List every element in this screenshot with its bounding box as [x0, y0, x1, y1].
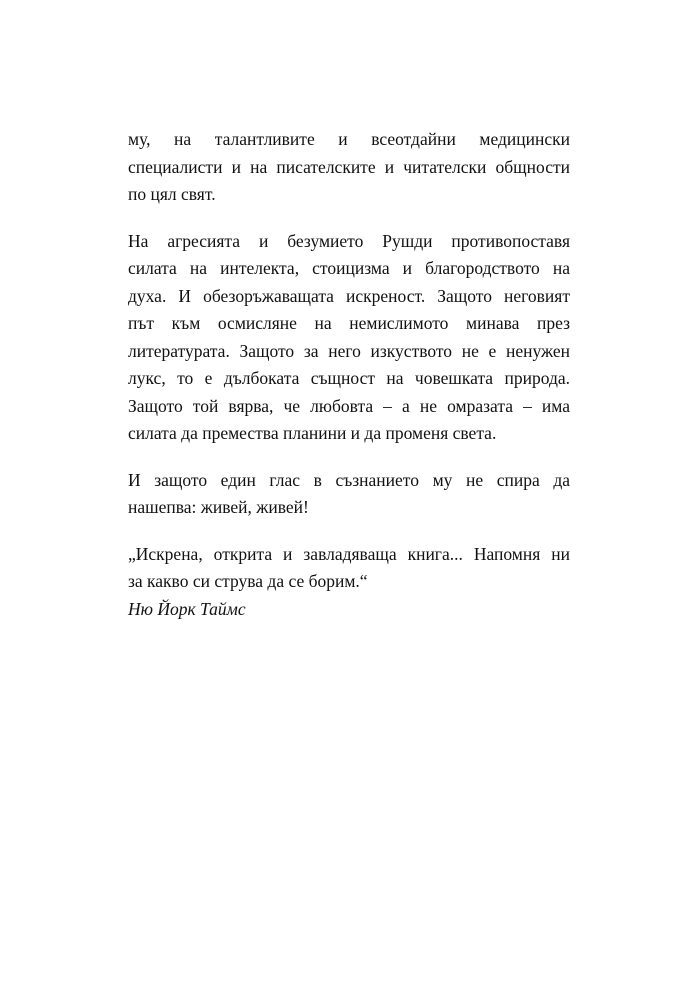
- text-line: духа. И обезоръжаващата искреност. Защото неговият: [128, 285, 570, 306]
- text-line: литературата. Защото за него изкуството не е ненужен: [128, 340, 570, 361]
- quote-line: „Искрена, открита и завладяваща книга... Напомня ни: [128, 543, 570, 564]
- paragraph-3: [128, 467, 570, 522]
- text-line: специалисти и на писателските и читателски общности: [128, 156, 570, 177]
- paragraph-1: [128, 126, 570, 209]
- body-text: [128, 126, 570, 623]
- text-line: И защото един глас в съзнанието му не спира да: [128, 469, 570, 490]
- quote-source: Ню Йорк Таймс: [128, 598, 246, 619]
- review-quote: [128, 541, 570, 624]
- text-line: нашепва: живей, живей!: [128, 497, 309, 517]
- paragraph-2: [128, 228, 570, 448]
- text-line: лукс, то е дълбоката същност на човешката природа.: [128, 368, 570, 388]
- text-line: по цял свят.: [128, 184, 216, 204]
- text-line: силата на интелекта, стоицизма и благородството на: [128, 258, 570, 278]
- text-line: Защото той вярва, че любовта – а не омразата – има: [128, 395, 570, 416]
- text-line: път към осмисляне на немислимото минава през: [128, 313, 570, 333]
- text-line: На агресията и безумието Рушди противопоставя: [128, 230, 570, 251]
- quote-line: за какво си струва да се борим.“: [128, 571, 368, 591]
- text-line: силата да премества планини и да променя света.: [128, 423, 497, 443]
- text-line: му, на талантливите и всеотдайни медицински: [128, 129, 570, 149]
